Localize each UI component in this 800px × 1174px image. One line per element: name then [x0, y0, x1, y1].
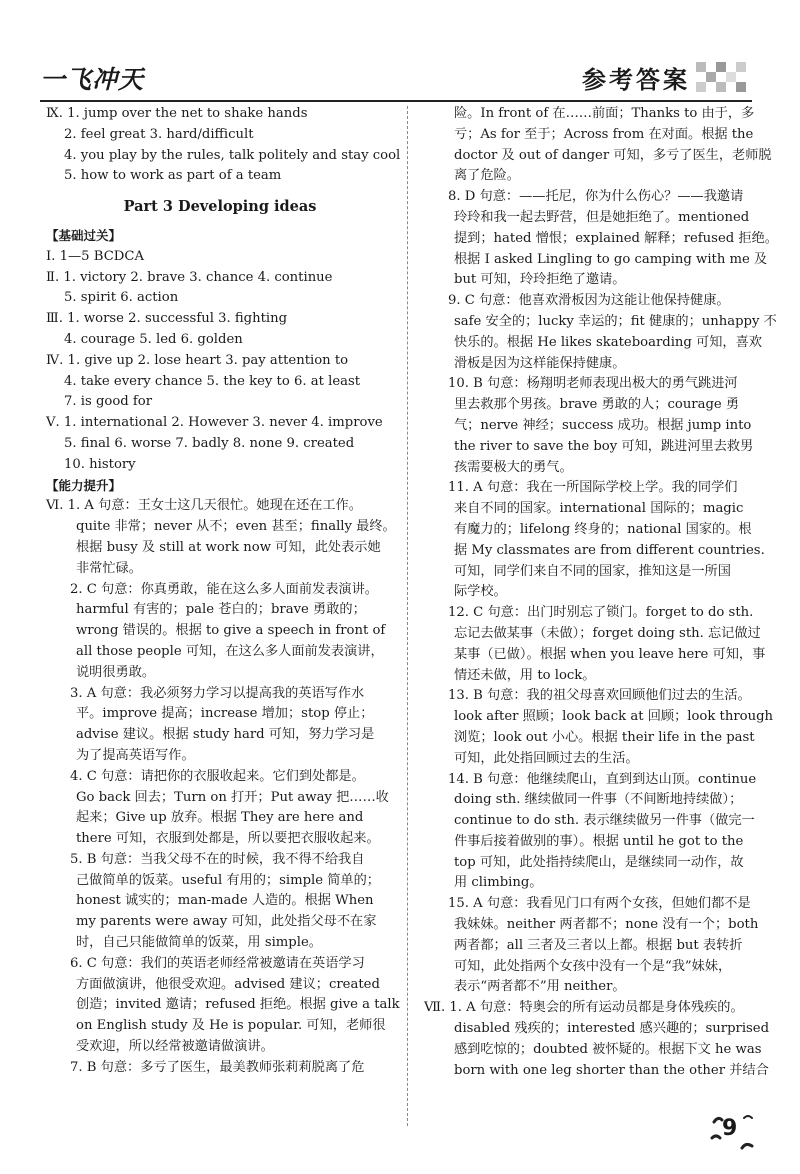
text-line: my parents were away 可知，此处指父母不在家: [76, 914, 377, 930]
text-line: 【基础过关】: [46, 227, 122, 243]
text-line: 可知，同学们来自不同的国家，推知这是一所国: [454, 563, 731, 579]
text-line: wrong 错误的。根据 to give a speech in front of: [76, 623, 386, 639]
text-line: 可知，此处指回顾过去的生活。: [454, 750, 639, 766]
text-line: 11. A 句意：我在一所国际学校上学。我的同学们: [448, 480, 738, 496]
text-line: Part 3 Developing ideas: [123, 198, 317, 216]
text-line: continue to do sth. 表示继续做另一件事（做完一: [454, 813, 755, 829]
text-line: 12. C 句意：出门时别忘了锁门。forget to do sth.: [448, 605, 754, 621]
text-line: 10. history: [64, 456, 136, 472]
text-line: 7. B 句意：多亏了医生，最美教师张莉莉脱离了危: [70, 1059, 365, 1075]
text-line: disabled 残疾的；interested 感兴趣的；surprised: [454, 1021, 770, 1037]
text-line: 13. B 句意：我的祖父母喜欢回顾他们过去的生活。: [448, 688, 751, 704]
page-number-text: 9: [722, 1116, 738, 1141]
text-line: on English study 及 He is popular. 可知，老师很: [76, 1018, 386, 1034]
text-line: 里去救那个男孩。brave 勇敢的人；courage 勇: [454, 397, 740, 413]
text-line: honest 诚实的；man-made 人造的。根据 When: [76, 893, 374, 909]
text-line: 8. D 句意：——托尼，你为什么伤心？——我邀请: [448, 189, 744, 205]
answers-title: 参考答案: [582, 66, 690, 94]
text-line: 两者都；all 三者及三者以上都。根据 but 表转折: [454, 937, 743, 953]
text-line: 9. C 句意：他喜欢滑板因为这能让他保持健康。: [448, 293, 730, 309]
text-line: 某事（已做）。根据 when you leave here 可知，事: [454, 646, 766, 662]
text-line: Ⅶ. 1. A 句意：特奥会的所有运动员都是身体残疾的。: [424, 1000, 744, 1016]
text-line: 6. C 句意：我们的英语老师经常被邀请在英语学习: [70, 955, 365, 971]
text-line: 气；nerve 神经；success 成功。根据 jump into: [454, 417, 752, 433]
text-line: 感到吃惊的；doubted 被怀疑的。根据下文 he was: [454, 1041, 762, 1057]
text-line: 方面做演讲，他很受欢迎。advised 建议；created: [76, 976, 380, 992]
text-line: 时，自己只能做简单的饭菜，用 simple。: [76, 935, 322, 951]
text-line: the river to save the boy 可知，跳进河里去救男: [454, 438, 754, 454]
text-line: 提到；hated 憎恨；explained 解释；refused 拒绝。: [454, 230, 778, 246]
text-line: 据 My classmates are from different countries.: [454, 542, 765, 558]
text-line: 玲玲和我一起去野营，但是她拒绝了。mentioned: [454, 209, 750, 225]
text-line: 5. B 句意：当我父母不在的时候，我不得不给我自: [70, 851, 365, 867]
text-line: Ⅴ. 1. international 2. However 3. never 4. improve: [46, 415, 383, 431]
right-column: [424, 104, 778, 1081]
column-divider: [407, 106, 408, 1126]
text-line: 5. spirit 6. action: [64, 290, 179, 306]
text-line: 快乐的。根据 He likes skateboarding 可知，喜欢: [454, 334, 762, 350]
text-line: Ⅸ. 1. jump over the net to shake hands: [46, 106, 308, 121]
checker-pattern-icon: [696, 62, 752, 92]
left-column: [46, 104, 401, 1079]
text-line: 情还未做，用 to lock。: [454, 667, 596, 683]
text-line: 根据 I asked Lingling to go camping with me 及: [454, 251, 768, 267]
text-line: 4. courage 5. led 6. golden: [64, 331, 243, 347]
text-line: 用 climbing。: [454, 875, 543, 891]
text-line: 来自不同的国家。international 国际的；magic: [454, 501, 744, 517]
text-line: 非常忙碌。: [76, 560, 142, 576]
text-line: 4. you play by the rules, talk politely and stay cool: [64, 147, 401, 163]
text-line: 【能力提升】: [46, 477, 122, 493]
text-line: safe 安全的；lucky 幸运的；fit 健康的；unhappy 不: [454, 313, 777, 329]
text-line: 起来；Give up 放弃。根据 They are here and: [76, 810, 364, 826]
text-line: 滑板是因为这样能保持健康。: [454, 355, 626, 371]
text-line: 根据 busy 及 still at work now 可知，此处表示她: [76, 539, 381, 555]
text-line: 受欢迎，所以经常被邀请做演讲。: [76, 1039, 274, 1055]
text-line: doctor 及 out of danger 可知，多亏了医生，老师脱: [454, 147, 772, 163]
text-line: 创造；invited 邀请；refused 拒绝。根据 give a talk: [76, 997, 400, 1013]
text-line: top 可知，此处指持续爬山，是继续同一动作，故: [454, 854, 744, 870]
text-line: quite 非常；never 从不；even 甚至；finally 最终。: [76, 519, 396, 535]
text-line: 5. how to work as part of a team: [64, 168, 282, 184]
text-line: 孩需要极大的勇气。: [454, 459, 573, 475]
text-line: 10. B 句意：杨翔明老师表现出极大的勇气跳进河: [448, 376, 738, 392]
text-line: Ⅲ. 1. worse 2. successful 3. fighting: [46, 311, 288, 327]
text-line: 2. C 句意：你真勇敢，能在这么多人面前发表演讲。: [70, 581, 378, 597]
text-line: advise 建议。根据 study hard 可知，努力学习是: [76, 727, 375, 743]
text-line: Ⅰ. 1—5 BCDCA: [46, 248, 144, 264]
page-header: [40, 58, 752, 98]
text-line: harmful 有害的；pale 苍白的；brave 勇敢的；: [76, 602, 366, 618]
text-line: 2. feel great 3. hard/difficult: [64, 126, 254, 142]
text-line: look after 照顾；look back at 回顾；look through: [454, 709, 773, 725]
text-line: 3. A 句意：我必须努力学习以提高我的英语写作水: [70, 685, 365, 701]
text-line: 7. is good for: [64, 394, 153, 410]
text-line: 浏览；look out 小心。根据 their life in the past: [454, 729, 755, 745]
text-line: 4. C 句意：请把你的衣服收起来。它们到处都是。: [70, 768, 365, 784]
text-line: 4. take every chance 5. the key to 6. at least: [64, 373, 361, 389]
text-line: 有魔力的；lifelong 终身的；national 国家的。根: [454, 521, 752, 537]
text-line: 己做简单的饭菜。useful 有用的；simple 简单的；: [76, 872, 380, 888]
text-line: Ⅳ. 1. give up 2. lose heart 3. pay attention to: [46, 352, 349, 368]
text-line: 际学校。: [454, 584, 507, 600]
text-line: there 可知，衣服到处都是，所以要把衣服收起来。: [76, 831, 380, 847]
text-line: all those people 可知，在这么多人面前发表演讲，: [76, 643, 384, 659]
text-line: 14. B 句意：他继续爬山，直到到达山顶。continue: [448, 771, 757, 787]
text-line: 可知，此处指两个女孩中没有一个是“我”妹妹，: [454, 958, 732, 974]
text-line: 件事后接着做别的事）。根据 until he got to the: [454, 833, 744, 849]
brand-logo: 一飞冲天: [40, 65, 145, 94]
text-line: 亏；As for 至于；Across from 在对面。根据 the: [454, 126, 754, 142]
text-line: 我妹妹。neither 两者都不；none 没有一个；both: [454, 917, 759, 933]
text-line: doing sth. 继续做同一件事（不间断地持续做）；: [454, 792, 743, 808]
text-line: 5. final 6. worse 7. badly 8. none 9. created: [64, 435, 355, 451]
text-line: Ⅱ. 1. victory 2. brave 3. chance 4. continue: [46, 269, 333, 285]
text-line: 15. A 句意：我看见门口有两个女孩，但她们都不是: [448, 896, 751, 912]
text-line: 忘记去做某事（未做）；forget doing sth. 忘记做过: [454, 625, 761, 641]
page-number: [708, 1108, 756, 1156]
text-line: 离了危险。: [454, 168, 520, 184]
text-line: Ⅵ. 1. A 句意：王女士这几天很忙。她现在还在工作。: [46, 498, 362, 514]
text-line: 平。improve 提高；increase 增加；stop 停止；: [76, 706, 374, 722]
text-line: 险。In front of 在……前面；Thanks to 由于，多: [454, 106, 755, 121]
text-line: 说明很勇敢。: [76, 664, 156, 680]
text-line: Go back 回去；Turn on 打开；Put away 把……收: [76, 789, 389, 805]
text-line: 表示“两者都不”用 neither。: [454, 979, 626, 995]
header-rule: [40, 100, 752, 102]
text-line: but 可知，玲玲拒绝了邀请。: [454, 272, 626, 288]
text-line: born with one leg shorter than the other 并结合: [454, 1062, 769, 1078]
text-line: 为了提高英语写作。: [76, 747, 195, 763]
